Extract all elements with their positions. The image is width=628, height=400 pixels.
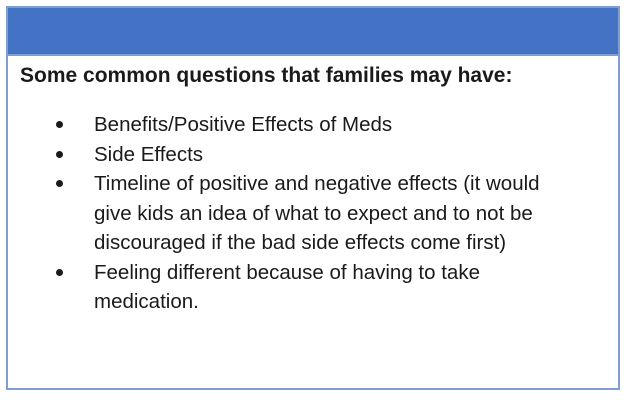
card-title: Some common questions that families may have: bbox=[20, 64, 513, 87]
list-item bbox=[56, 169, 556, 258]
list-item bbox=[56, 258, 556, 317]
list-item-text: Side Effects bbox=[94, 142, 204, 166]
list-item-text: Benefits/Positive Effects of Meds bbox=[94, 113, 393, 136]
list-item-text: Feeling different because of having to take medication. bbox=[94, 260, 480, 313]
bullet-icon bbox=[56, 180, 63, 187]
list-item bbox=[56, 140, 556, 170]
card-header-bar bbox=[8, 8, 618, 56]
list-item bbox=[56, 110, 556, 140]
questions-list bbox=[56, 110, 556, 317]
bullet-icon bbox=[56, 121, 63, 128]
bullet-icon bbox=[56, 269, 63, 276]
bullet-icon bbox=[56, 151, 63, 158]
list-item-text: Timeline of positive and negative effects (it would give kids an idea of what to expect and to not be discouraged if the bad side effects come first) bbox=[94, 172, 540, 254]
